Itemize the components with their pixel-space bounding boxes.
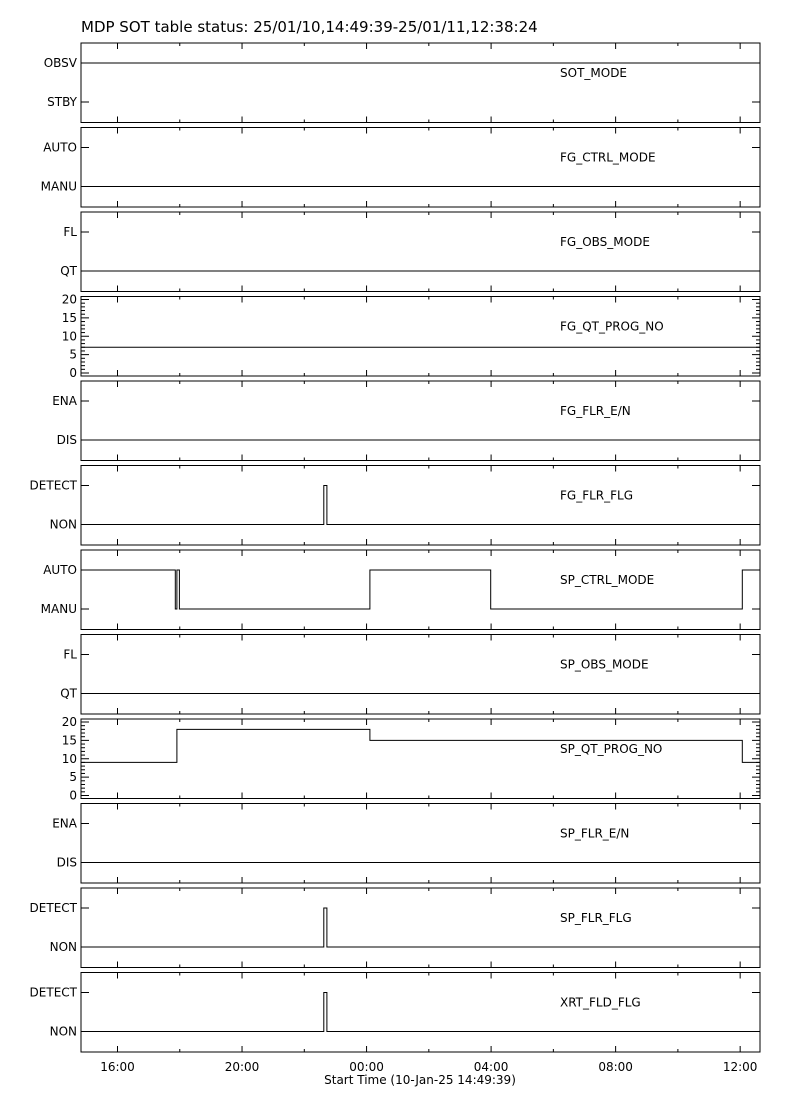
x-tick-label: 04:00 [473, 1060, 509, 1074]
y-tick-label: 15 [61, 733, 77, 748]
series-label: FG_CTRL_MODE [560, 150, 656, 165]
x-tick-label: 20:00 [224, 1060, 260, 1074]
x-tick-label: 08:00 [598, 1060, 633, 1074]
series-line-fg-flr-flg [81, 486, 760, 525]
y-tick-label: 10 [61, 329, 77, 344]
y-tick-label: 20 [61, 715, 77, 729]
panel-frame [81, 550, 760, 630]
panel-xrt-fld-flg [30, 973, 760, 1053]
panel-frame [81, 212, 760, 292]
panel-frame [81, 43, 760, 123]
panel-frame [81, 635, 760, 715]
panel-sp-obs-mode [60, 635, 760, 715]
y-tick-label: STBY [47, 95, 77, 109]
y-tick-label: NON [49, 940, 77, 954]
x-axis-title: Start Time (10-Jan-25 14:49:39) [324, 1073, 516, 1087]
panel-frame [81, 719, 760, 799]
series-label: SOT_MODE [560, 66, 628, 80]
y-tick-label: MANU [40, 179, 77, 194]
series-label: SP_CTRL_MODE [560, 573, 655, 587]
panel-sp-flr-flg [30, 888, 760, 968]
panel-fg-obs-mode [60, 212, 760, 292]
y-tick-label: 0 [69, 788, 77, 803]
y-tick-label: 15 [61, 310, 77, 325]
y-tick-label: OBSV [43, 56, 77, 70]
y-tick-label: FL [63, 225, 77, 239]
series-label: FG_OBS_MODE [560, 235, 650, 249]
panels-group [30, 43, 760, 1052]
y-tick-label: 20 [61, 292, 77, 307]
series-label: FG_FLR_FLG [560, 488, 634, 503]
series-label: SP_FLR_FLG [560, 911, 632, 925]
series-label: SP_QT_PROG_NO [560, 742, 663, 756]
x-tick-label: 12:00 [722, 1060, 758, 1074]
y-tick-label: 10 [61, 751, 77, 766]
series-label: SP_FLR_E/N [560, 826, 630, 841]
panel-sp-flr-e-n [52, 804, 760, 884]
y-tick-label: AUTO [43, 563, 77, 577]
panel-sp-ctrl-mode [41, 550, 760, 630]
y-tick-label: 5 [69, 347, 77, 362]
panel-fg-qt-prog-no [62, 293, 760, 381]
series-label: SP_OBS_MODE [560, 657, 649, 672]
x-tick-label: 16:00 [100, 1060, 135, 1074]
y-tick-label: 5 [69, 770, 77, 785]
y-tick-label: QT [60, 686, 77, 701]
panel-fg-flr-flg [30, 466, 760, 546]
chart-title: MDP SOT table status: 25/01/10,14:49:39-25/01/11,12:38:24 [81, 18, 538, 36]
panel-fg-ctrl-mode [41, 128, 760, 208]
y-tick-label: NON [49, 517, 77, 532]
panel-sp-qt-prog-no [62, 715, 760, 803]
y-tick-label: DETECT [29, 985, 77, 1000]
panel-frame [81, 128, 760, 208]
series-line-xrt-fld-flg [81, 993, 760, 1032]
series-label: FG_QT_PROG_NO [560, 319, 664, 334]
y-tick-label: DIS [56, 855, 77, 870]
panel-frame [81, 381, 760, 461]
panel-frame [81, 466, 760, 546]
series-line-sp-ctrl-mode [81, 570, 760, 609]
panel-frame [81, 297, 760, 377]
panel-frame [81, 973, 760, 1053]
panel-sot-mode [44, 43, 760, 123]
y-tick-label: DIS [56, 433, 77, 447]
panel-frame [81, 804, 760, 884]
y-tick-label: MANU [40, 602, 77, 616]
y-tick-label: NON [49, 1024, 77, 1039]
y-tick-label: QT [60, 264, 77, 278]
panel-fg-flr-e-n [52, 381, 760, 461]
panel-frame [81, 888, 760, 968]
y-tick-label: DETECT [29, 901, 77, 915]
series-line-sp-flr-flg [81, 908, 760, 947]
y-tick-label: AUTO [43, 140, 77, 155]
series-label: FG_FLR_E/N [560, 404, 631, 418]
y-tick-label: ENA [52, 816, 77, 831]
y-tick-label: FL [63, 647, 77, 662]
x-tick-label: 00:00 [349, 1060, 384, 1074]
y-tick-label: ENA [52, 394, 77, 408]
x-axis [100, 1060, 757, 1074]
series-label: XRT_FLD_FLG [560, 995, 641, 1010]
y-tick-label: 0 [69, 366, 77, 380]
y-tick-label: DETECT [29, 478, 77, 493]
